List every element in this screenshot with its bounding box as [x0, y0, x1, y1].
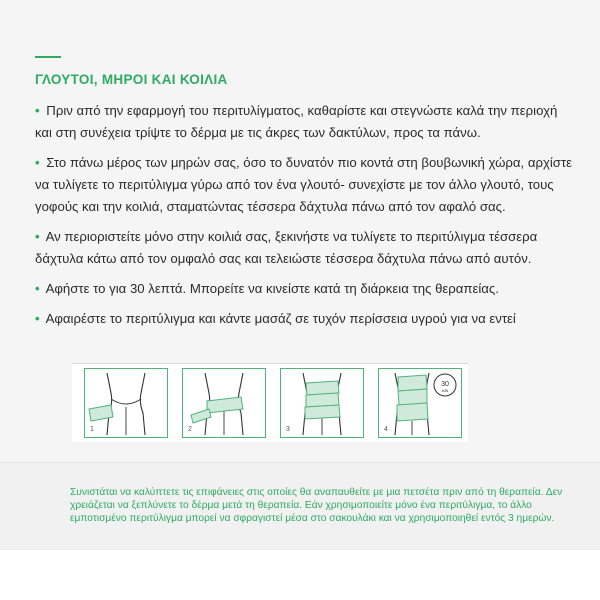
instruction-item	[35, 308, 575, 330]
bullet-icon: •	[35, 311, 40, 326]
instruction-text: Αφήστε το για 30 λεπτά. Μπορείτε να κινείστε κατά τη διάρκεια της θεραπείας.	[45, 281, 499, 296]
application-steps-illustration	[72, 363, 468, 442]
instruction-text: Στο πάνω μέρος των μηρών σας, όσο το δυνατόν πιο κοντά στη βουβωνική χώρα, αρχίστε να τυλίγετε το περιτύλιγμα γύρω από τον ένα γλουτό- συνεχίστε με τον άλλο γλουτό, τους γοφούς και την κοιλιά, σταματώντας τέσσερα δάχτυλα πάνω από τον αφαλό σας.	[35, 155, 573, 214]
instruction-item	[35, 152, 575, 218]
bullet-icon: •	[35, 103, 40, 118]
instruction-item	[35, 226, 575, 270]
timer-value: 30	[441, 381, 449, 388]
instruction-text: Πριν από την εφαρμογή του περιτυλίγματος, καθαρίστε και στεγνώστε καλά την περιοχή και στη συνέχεια τρίψτε το δέρμα με τις άκρες των δακτύλων, προς τα πάνω.	[35, 103, 558, 140]
heading-accent-line	[35, 56, 61, 58]
step-number: 1	[90, 426, 94, 433]
step-number: 3	[286, 426, 290, 433]
step-number: 2	[188, 426, 192, 433]
step-4-illustration	[378, 368, 462, 438]
step-1-illustration	[84, 368, 168, 438]
step-number: 4	[384, 426, 388, 433]
body-wrap-step-3-icon	[281, 369, 363, 437]
step-2-illustration	[182, 368, 266, 438]
instruction-list	[35, 100, 575, 338]
section-title: ΓΛΟΥΤΟΙ, ΜΗΡΟΙ ΚΑΙ ΚΟΙΛΙΑ	[35, 72, 228, 87]
instruction-item	[35, 100, 575, 144]
timer-unit: MIN	[441, 389, 449, 393]
body-wrap-step-4-icon	[379, 369, 461, 437]
bullet-icon: •	[35, 229, 40, 244]
footer-note: Συνιστάται να καλύπτετε τις επιφάνειες στις οποίες θα αναπαυθείτε με μια πετσέτα πριν από τη θεραπεία. Δεν χρειάζεται να ξεπλύνετε το δέρμα μετά τη θεραπεία. Εάν χρησιμοποιείτε μόνο ένα περιτύλιγμα, το άλλο εμποτισμένο περιτύλιγμα μπορεί να σφραγιστεί μέσα στο σακουλάκι και να χρησιμοποιηθεί εντός 3 ημερών.	[70, 487, 563, 524]
bullet-icon: •	[35, 155, 40, 170]
bullet-icon: •	[35, 281, 40, 296]
page-bottom-margin	[0, 550, 600, 600]
body-wrap-step-2-icon	[183, 369, 265, 437]
instruction-text: Αφαιρέστε το περιτύλιγμα και κάντε μασάζ σε τυχόν περίσσεια υγρού για να εντεί	[45, 311, 516, 326]
step-3-illustration	[280, 368, 364, 438]
instruction-text: Αν περιοριστείτε μόνο στην κοιλιά σας, ξεκινήστε να τυλίγετε το περιτύλιγμα τέσσερα δάχτυλα κάτω από τον ομφαλό σας και τελειώστε τέσσερα δάχτυλα πάνω από αυτόν.	[35, 229, 538, 266]
body-wrap-step-1-icon	[85, 369, 167, 437]
instruction-item	[35, 278, 575, 300]
